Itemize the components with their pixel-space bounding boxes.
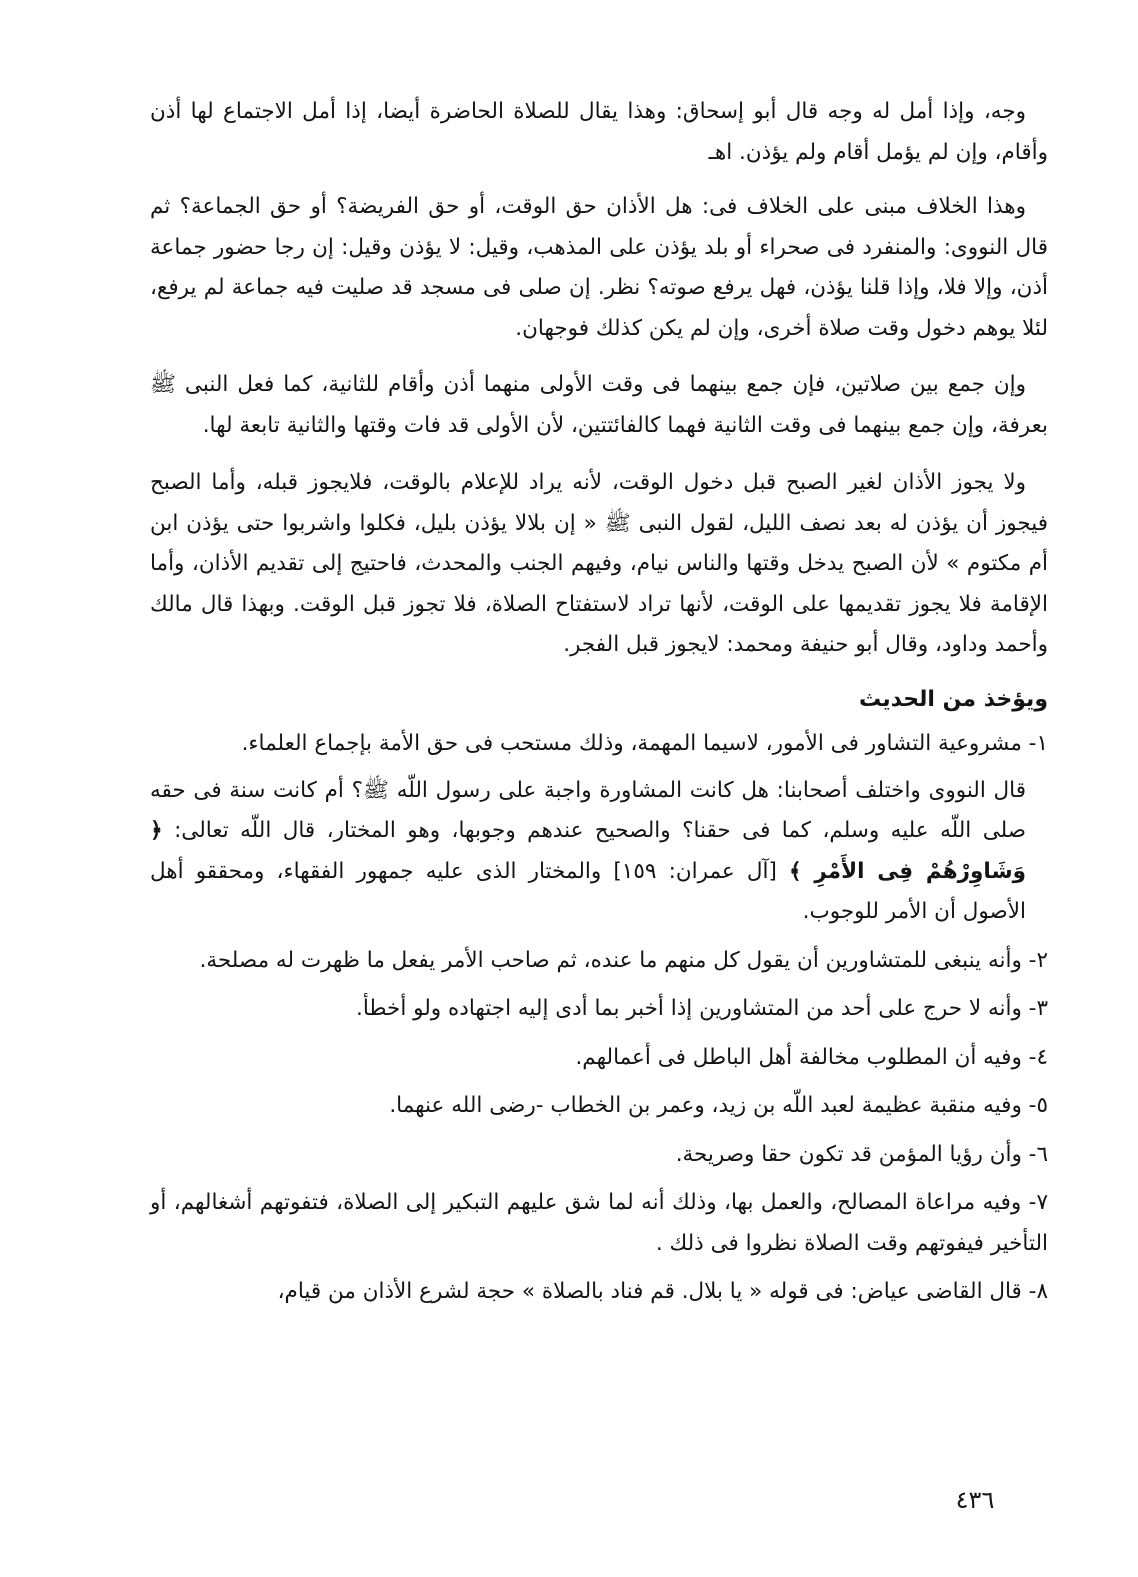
section-heading: ويؤخذ من الحديث [859, 686, 1048, 712]
list-item-4: ٤- وفيه أن المطلوب مخالفة أهل الباطل فى أعمالهم. [575, 1044, 1048, 1070]
quote-text-b: [آل عمران: ١٥٩] والمختار الذى عليه جمهور الفقهاء، ومحققو أهل الأصول أن الأمر للوجوب. [150, 858, 1026, 924]
list-item-5: ٥- وفيه منقبة عظيمة لعبد اللّه بن زيد، وعمر بن الخطاب -رضى الله عنهما. [389, 1093, 1048, 1118]
paragraph-3: وإن جمع بين صلاتين، فإن جمع بينهما فى وقت الأولى منهما أذن وأقام للثانية، كما فعل النبى ﷺ بعرفة، وإن جمع بينهما فى وقت الثانية فهما كالفائتتين، لأن الأولى قد فات وقتها والثانية تابعة لها. [150, 372, 1048, 438]
paragraph-2: وهذا الخلاف مبنى على الخلاف فى: هل الأذان حق الوقت، أو حق الفريضة؟ أو حق الجماعة؟ ثم قال النووى: والمنفرد فى صحراء أو بلد يؤذن على المذهب، وقيل: لا يؤذن وقيل: إن رجا حضور جماعة أذن، وإلا فلا، وإذا قلنا يؤذن، فهل يرفع صوته؟ نظر. إن صلى فى مسجد قد صليت فيه جماعة لم يرفع، لئلا يوهم دخول وقت صلاة أخرى، وإن لم يكن كذلك فوجهان. [150, 194, 1048, 341]
page-number: ٤٣٦ [955, 1486, 995, 1514]
paragraph-4: ولا يجوز الأذان لغير الصبح قبل دخول الوقت، لأنه يراد للإعلام بالوقت، فلايجوز قبله، وأما الصبح فيجوز أن يؤذن له بعد نصف الليل، لقول النبى ﷺ « إن بلالا يؤذن بليل، فكلوا واشربوا حتى يؤذن ابن أم مكتوم » لأن الصبح يدخل وقتها والناس نيام، وفيهم الجنب والمحدث، فاحتيج إلى تقديم الأذان، وأما الإقامة فلا يجوز تقديمها على الوقت، لأنها تراد لاستفتاح الصلاة، فلا تجوز قبل الوقت. وبهذا قال مالك وأحمد وداود، وقال أبو حنيفة ومحمد: لايجوز قبل الفجر. [150, 470, 1048, 657]
list-item-8: ٨- قال القاضى عياض: فى قوله « يا بلال. قم فناد بالصلاة » حجة لشرع الأذان من قيام، [277, 1279, 1048, 1304]
list-item-6: ٦- وأن رؤيا المؤمن قد تكون حقا وصريحة. [675, 1141, 1048, 1167]
list-item-1: ١- مشروعية التشاور فى الأمور، لاسيما المهمة، وذلك مستحب فى حق الأمة بإجماع العلماء. [241, 731, 1048, 756]
quote-text-a: قال النووى واختلف أصحابنا: هل كانت المشاورة واجبة على رسول اللّه ﷺ؟ أم كانت سنة فى حقه صلى اللّه عليه وسلم، كما فى حقنا؟ والصحيح عندهم وجوبها، وهو المختار، قال اللّه تعالى: [150, 777, 1026, 843]
list-item-1-quote [150, 771, 1048, 933]
list-item-7: ٧- وفيه مراعاة المصالح، والعمل بها، وذلك أنه لما شق عليهم التبكير إلى الصلاة، فتفوتهم أشغالهم، أو التأخير فيفوتهم وقت الصلاة نظروا فى ذلك . [150, 1190, 1048, 1256]
list-item-3: ٣- وأنه لا حرج على أحد من المتشاورين إذا أخبر بما أدى إليه اجتهاده ولو أخطأ. [356, 996, 1048, 1021]
list-item-2: ٢- وأنه ينبغى للمتشاورين أن يقول كل منهم ما عنده، ثم صاحب الأمر يفعل ما ظهرت له مصلحة. [199, 947, 1048, 973]
page-body [150, 92, 1048, 1313]
paragraph-1: وجه، وإذا أمل له وجه قال أبو إسحاق: وهذا يقال للصلاة الحاضرة أيضا، إذا أمل الاجتماع لها أذن وأقام، وإن لم يؤمل أقام ولم يؤذن. اهـ [150, 99, 1048, 165]
quran-verse: ﴿ وَشَاوِرْهُمْ فِى الأَمْرِ ﴾ [150, 818, 1026, 884]
